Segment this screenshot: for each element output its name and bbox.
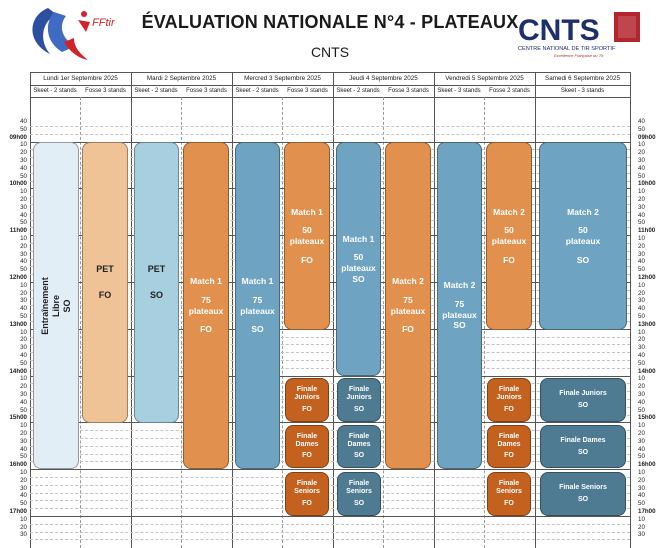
- session-label: Finale: [498, 480, 520, 488]
- time-label-hour: 10h00: [9, 180, 27, 188]
- session-targets: 75: [252, 294, 263, 305]
- session-wed-match1-skeet: [235, 142, 280, 469]
- session-label: Finale: [498, 432, 520, 440]
- time-label-minute: 30: [638, 157, 645, 164]
- time-label-minute: 40: [638, 352, 645, 359]
- session-discipline: SO: [453, 320, 466, 331]
- session-label: Finale: [348, 480, 370, 488]
- time-label-hour: 14h00: [638, 367, 656, 375]
- time-label-minute: 20: [638, 196, 645, 203]
- session-sat-final-seniors: [540, 472, 626, 516]
- time-label-minute: 10: [638, 375, 645, 383]
- time-label-minute: 50: [20, 313, 27, 320]
- fftir-logo-text: FFtir: [92, 17, 115, 29]
- session-discipline: SO: [576, 254, 590, 265]
- session-discipline: SO: [149, 289, 163, 300]
- session-discipline: SO: [352, 273, 365, 284]
- sub-header-thu-fosse: Fosse 3 stands: [388, 88, 429, 94]
- session-discipline: SO: [251, 324, 264, 335]
- cnts-logo: [514, 10, 642, 60]
- time-label-minute: 40: [638, 398, 645, 406]
- time-label-minute: 30: [638, 203, 645, 211]
- session-label: Match 2: [443, 280, 476, 291]
- time-label-hour: 15h00: [9, 414, 27, 422]
- session-tue-pet-skeet: [134, 142, 179, 423]
- session-unit: plateaux: [491, 236, 527, 246]
- session-discipline: SO: [353, 452, 365, 460]
- session-category: Dames: [347, 440, 371, 448]
- session-discipline: FO: [200, 324, 212, 335]
- time-label-hour: 15h00: [638, 414, 656, 422]
- session-thu-final-dames: [337, 425, 381, 468]
- time-label-minute: 20: [20, 289, 27, 297]
- hour-gridline: [30, 516, 630, 517]
- time-label-minute: 10: [20, 375, 27, 383]
- time-label-minute: 20: [20, 196, 27, 203]
- time-label-minute: 50: [638, 313, 645, 320]
- page-subtitle: CNTS: [310, 44, 350, 60]
- sub-header-thu-skeet: Skeet - 2 stands: [336, 88, 380, 94]
- time-label-hour: 11h00: [9, 227, 27, 235]
- time-label-minute: 20: [638, 383, 645, 391]
- hour-gridline: [30, 469, 630, 470]
- time-label-hour: 14h00: [9, 367, 27, 375]
- session-sat-final-juniors: [540, 378, 626, 422]
- header-mid-border: [30, 85, 630, 86]
- time-label-hour: 17h00: [638, 508, 656, 515]
- session-label: Finale: [296, 480, 318, 488]
- session-discipline: SO: [353, 499, 365, 507]
- session-label: Finale: [296, 432, 318, 440]
- time-label-minute: 30: [20, 437, 27, 445]
- session-label: Finale: [498, 386, 520, 394]
- sub-header-wed-skeet: Skeet - 2 stands: [235, 88, 279, 94]
- session-label: Match 1: [241, 276, 274, 287]
- time-label-minute: 10: [638, 515, 645, 523]
- time-label-minute: 30: [20, 531, 27, 539]
- time-label-minute: 50: [20, 219, 27, 227]
- session-category: Seniors: [294, 488, 320, 496]
- session-category: Juniors: [294, 394, 320, 402]
- time-label-minute: 50: [638, 219, 645, 227]
- time-label-minute: 20: [20, 242, 27, 250]
- time-label-minute: 40: [20, 398, 27, 406]
- time-label-minute: 30: [20, 484, 27, 492]
- session-discipline: SO: [577, 448, 589, 456]
- schedule-grid: [0, 72, 660, 548]
- session-wed-final-dames: [285, 425, 329, 468]
- time-label-minute: 50: [20, 359, 27, 367]
- time-label-minute: 40: [638, 492, 645, 500]
- session-wed-match1-fosse: [284, 142, 330, 330]
- time-label-minute: 30: [638, 344, 645, 352]
- session-label: Match 1: [190, 276, 222, 287]
- time-label-hour: 13h00: [9, 320, 27, 328]
- session-wed-final-juniors: [285, 378, 329, 422]
- session-unit: plateaux: [565, 236, 601, 246]
- time-label-minute: 10: [20, 141, 27, 149]
- sub-header-fri-fosse: Fosse 2 stands: [489, 88, 530, 94]
- session-label: PET: [96, 264, 114, 275]
- time-label-minute: 20: [638, 149, 645, 157]
- time-label-minute: 10: [20, 281, 27, 289]
- minute-gridline: [30, 539, 630, 540]
- session-sat-match2-skeet: [539, 142, 627, 330]
- time-label-minute: 30: [20, 344, 27, 352]
- session-mon-training-skeet: [33, 142, 79, 469]
- time-label-minute: 40: [638, 118, 645, 125]
- time-label-minute: 40: [20, 164, 27, 172]
- session-mon-training-label: [40, 277, 72, 335]
- session-label: Match 1: [342, 233, 375, 244]
- session-targets: 50: [353, 252, 364, 263]
- time-label-hour: 09h00: [9, 133, 27, 141]
- session-category: Dames: [497, 440, 521, 448]
- session-discipline: FO: [302, 452, 312, 460]
- time-label-minute: 40: [20, 211, 27, 219]
- session-targets: 75: [454, 298, 465, 309]
- cnts-logo-caption: CENTRE NATIONAL DE TIR SPORTIF: [518, 46, 616, 52]
- sub-header-wed-fosse: Fosse 3 stands: [287, 88, 328, 94]
- time-label-minute: 40: [20, 118, 27, 125]
- session-discipline: FO: [504, 405, 514, 413]
- session-discipline: SO: [353, 405, 365, 413]
- time-label-minute: 40: [638, 445, 645, 453]
- session-discipline: FO: [98, 289, 112, 300]
- time-column-left: [0, 72, 30, 548]
- session-label: Finale: [348, 432, 370, 440]
- time-label-minute: 10: [20, 422, 27, 430]
- time-label-minute: 50: [638, 359, 645, 367]
- day-header-monday: Lundi 1er Septembre 2025: [43, 75, 118, 82]
- session-mon-training-line3: SO: [61, 298, 72, 313]
- time-label-minute: 20: [20, 523, 27, 531]
- page-title: ÉVALUATION NATIONALE N°4 - PLATEAUX: [141, 12, 519, 32]
- time-label-minute: 10: [20, 188, 27, 196]
- cnts-logo-tagline: Excellence Française du Tir: [554, 53, 604, 58]
- session-mon-training-line2: Libre: [50, 294, 61, 317]
- session-category: Seniors: [346, 488, 372, 496]
- time-label-minute: 50: [638, 406, 645, 414]
- header-top-border: [30, 72, 630, 73]
- day-header-wednesday: Mercred 3 Septembre 2025: [244, 75, 321, 82]
- time-label-minute: 10: [20, 235, 27, 242]
- session-fri-match2-fosse: [486, 142, 532, 330]
- day-header-saturday: Samedi 6 Septembre 2025: [545, 75, 620, 82]
- time-label-minute: 10: [638, 422, 645, 430]
- time-label-minute: 40: [638, 211, 645, 219]
- session-targets: 50: [302, 225, 312, 236]
- session-unit: plateaux: [289, 236, 325, 246]
- time-label-minute: 30: [638, 391, 645, 398]
- sub-header-mon-skeet: Skeet - 2 stands: [33, 88, 77, 94]
- session-sat-final-dames: [540, 425, 626, 468]
- time-label-minute: 10: [20, 469, 27, 476]
- time-label-minute: 50: [20, 266, 27, 274]
- session-category: Juniors: [346, 394, 372, 402]
- time-label-minute: 30: [638, 297, 645, 305]
- session-label: Finale Juniors: [559, 390, 607, 398]
- time-label-minute: 40: [20, 305, 27, 313]
- time-label-minute: 30: [20, 157, 27, 164]
- time-label-minute: 40: [638, 305, 645, 313]
- time-label-minute: 30: [20, 203, 27, 211]
- time-label-minute: 30: [20, 391, 27, 398]
- session-discipline: FO: [301, 254, 313, 265]
- time-label-hour: 10h00: [638, 180, 656, 188]
- time-label-minute: 20: [20, 383, 27, 391]
- session-thu-final-seniors: [337, 472, 381, 516]
- time-label-minute: 10: [20, 328, 27, 336]
- time-label-minute: 50: [20, 500, 27, 508]
- time-label-minute: 20: [20, 476, 27, 484]
- session-discipline: FO: [402, 324, 414, 335]
- session-discipline: SO: [577, 402, 589, 409]
- time-label-hour: 16h00: [638, 461, 656, 469]
- session-thu-final-juniors: [337, 378, 381, 422]
- time-label-minute: 30: [20, 250, 27, 258]
- session-category: Seniors: [496, 488, 522, 496]
- day-header-tuesday: Mardi 2 Septembre 2025: [146, 75, 217, 82]
- time-label-minute: 30: [20, 297, 27, 305]
- sub-header-mon-fosse: Fosse 3 stands: [85, 88, 126, 94]
- time-label-minute: 40: [20, 352, 27, 359]
- session-unit: plateaux: [390, 305, 426, 316]
- session-discipline: FO: [504, 452, 514, 460]
- time-label-minute: 10: [638, 469, 645, 476]
- time-label-hour: 12h00: [9, 274, 27, 281]
- time-label-minute: 20: [20, 149, 27, 157]
- time-label-minute: 20: [638, 476, 645, 484]
- time-label-hour: 12h00: [638, 274, 656, 281]
- time-label-minute: 50: [20, 453, 27, 461]
- time-label-minute: 50: [20, 172, 27, 180]
- time-label-minute: 30: [638, 531, 645, 539]
- session-mon-training-line1: Entraînement: [39, 276, 50, 335]
- session-discipline: SO: [577, 496, 589, 503]
- session-label: Finale: [348, 386, 370, 394]
- sub-header-sat-skeet: Skeet - 3 stands: [560, 88, 605, 94]
- session-category: Juniors: [496, 394, 522, 402]
- minute-gridline: [30, 532, 630, 533]
- time-label-minute: 50: [638, 125, 645, 133]
- time-label-minute: 40: [638, 258, 645, 266]
- time-label-minute: 10: [638, 281, 645, 289]
- time-label-hour: 17h00: [9, 508, 27, 515]
- session-fri-final-juniors: [487, 378, 531, 422]
- session-targets: 50: [578, 225, 588, 236]
- session-label: Match 2: [493, 206, 525, 217]
- time-label-minute: 10: [20, 515, 27, 523]
- time-label-minute: 10: [638, 328, 645, 336]
- day-header-thursday: Jeudi 4 Septembre 2025: [349, 75, 418, 82]
- time-label-minute: 50: [638, 266, 645, 274]
- session-targets: 75: [201, 294, 211, 305]
- time-label-minute: 50: [638, 172, 645, 180]
- session-label: Finale Dames: [560, 436, 606, 444]
- time-label-minute: 40: [638, 164, 645, 172]
- session-label: PET: [147, 264, 166, 275]
- header-bottom-border: [30, 97, 630, 98]
- time-label-hour: 16h00: [9, 461, 27, 469]
- time-label-minute: 30: [638, 250, 645, 258]
- session-unit: plateaux: [442, 309, 477, 320]
- time-label-hour: 09h00: [638, 133, 656, 141]
- session-targets: 75: [403, 294, 413, 305]
- session-thu-match1-skeet: [336, 142, 381, 376]
- session-targets: 50: [504, 225, 514, 236]
- time-label-hour: 13h00: [638, 320, 656, 328]
- session-unit: plateaux: [188, 305, 224, 316]
- session-tue-match1-fosse: [183, 142, 229, 469]
- time-label-minute: 20: [638, 242, 645, 250]
- session-fri-final-dames: [487, 425, 531, 468]
- time-label-minute: 50: [20, 406, 27, 414]
- time-label-hour: 11h00: [638, 227, 656, 235]
- time-label-minute: 20: [638, 430, 645, 437]
- session-discipline: FO: [302, 499, 312, 507]
- time-label-minute: 50: [20, 125, 27, 133]
- time-label-minute: 10: [638, 235, 645, 242]
- time-label-minute: 40: [20, 445, 27, 453]
- session-unit: plateaux: [240, 305, 275, 316]
- minute-gridline: [30, 134, 630, 135]
- time-label-minute: 40: [20, 258, 27, 266]
- time-label-minute: 20: [638, 523, 645, 531]
- session-thu-match2-fosse: [385, 142, 431, 469]
- time-label-minute: 20: [20, 430, 27, 437]
- minute-gridline: [30, 126, 630, 127]
- time-label-minute: 30: [638, 484, 645, 492]
- time-label-minute: 50: [638, 453, 645, 461]
- minute-gridline: [30, 524, 630, 525]
- cnts-logo-text: CNTS: [518, 14, 600, 47]
- sub-header-fri-skeet: Skeet - 3 stands: [437, 88, 481, 94]
- sub-header-tue-fosse: Fosse 3 stands: [186, 88, 227, 94]
- time-label-minute: 30: [638, 437, 645, 445]
- session-label: Match 1: [291, 206, 323, 217]
- time-label-minute: 10: [638, 188, 645, 196]
- session-label: Finale: [296, 386, 318, 394]
- session-fri-final-seniors: [487, 472, 531, 516]
- session-wed-final-seniors: [285, 472, 329, 516]
- time-label-minute: 40: [20, 492, 27, 500]
- sub-header-tue-skeet: Skeet - 2 stands: [134, 88, 178, 94]
- day-header-friday: Vendredi 5 Septembre 2025: [445, 75, 524, 82]
- session-unit: plateaux: [341, 263, 376, 273]
- time-label-minute: 20: [638, 289, 645, 297]
- session-discipline: FO: [503, 254, 515, 265]
- time-label-minute: 20: [20, 336, 27, 344]
- session-discipline: FO: [302, 405, 312, 413]
- session-label: Finale Seniors: [559, 484, 607, 492]
- time-column-right: [630, 72, 660, 548]
- session-category: Dames: [295, 440, 319, 448]
- time-label-minute: 50: [638, 500, 645, 508]
- session-label: Match 2: [392, 276, 424, 287]
- time-label-minute: 10: [638, 141, 645, 149]
- session-label: Match 2: [567, 206, 599, 217]
- session-fri-match2-skeet: [437, 142, 482, 469]
- session-mon-pet-fosse: [82, 142, 128, 423]
- time-label-minute: 20: [638, 336, 645, 344]
- session-discipline: FO: [504, 499, 514, 507]
